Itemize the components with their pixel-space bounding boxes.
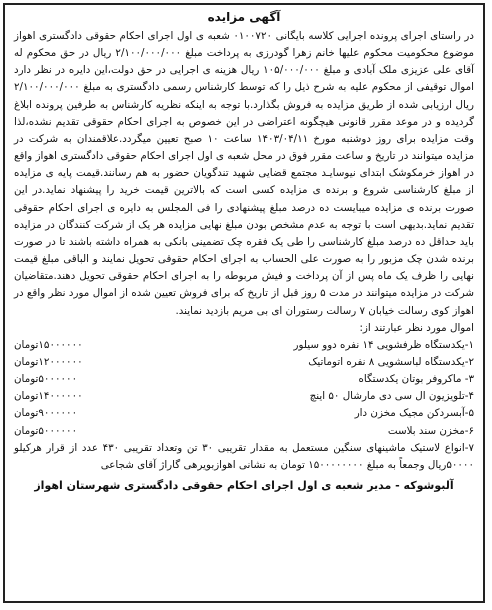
list-item [14,423,474,440]
item-name: ۲-یکدستگاه لباسشویی ۸ نفره اتوماتیک [308,355,474,368]
item-name: ۵-آبسردکن مجیک مخزن دار [354,407,474,420]
last-item: ۷-انواع لاستیک ماشینهای سنگین مستعمل به مقدار تقریبی ۳۰ تن وتعداد تقریبی ۴۳۰ عدد از قرار هرکیلو ۵۰۰۰۰ریال وجمعاً به مبلغ ۱۵۰۰۰۰۰۰۰۰ تومان به نشانی اهوازبویرهی گاراژ آقای شجاعی [14,441,474,471]
item-name: ۴-تلویزیون ال سی دی مارشال ۵۰ اینچ [309,390,474,403]
items-heading: اموال مورد نظر عبارتند از: [359,321,474,334]
list-item [14,337,474,354]
item-name: ۳- ماکروفر بوتان یکدستگاه [358,373,474,386]
item-price: ۵۰۰۰۰۰۰تومان [14,424,78,437]
item-name: ۱-یکدستگاه ظرفشویی ۱۴ نفره دوو سیلور [293,338,474,351]
item-price: ۱۲۰۰۰۰۰۰تومان [14,355,83,368]
notice-body: در راستای اجرای پرونده اجرایی کلاسه بایگانی ۰۱۰۰۷۲۰ شعبه ی اول اجرای احکام حقوقی دادگستری اهواز موضوع محکومیت محکوم‌ علیها خانم زهرا گودرزی به پرداخت مبلغ ۲/۱۰۰/۰۰۰/۰۰۰ ریال در حق محکوم‌ له آقای علی عزیزی ملک آبادی و مبلغ ۱۰۵/۰۰۰/۰۰۰ ریال هزینه ی اجرایی در حق دولت،این دایره در نظر دارد اموال توقیفی از محکوم‌ علیه به شرح ذیل را که توسط کارشناس رسمی دادگستری به مبلغ ۲/۱۰۰/۰۰۰/۰۰۰ ریال ارزیابی شده از طریق مزایده به فروش بگذارد.با توجه به اینکه نظریه کارشناس به طرفین پرونده ابلاغ گردیده و در موعد مقرر قانونی هیچگونه اعتراضی در این خصوص به اجرای احکام حقوقی تقدیم نشده،لذا وقت مزایده برای روز دوشنبه مورخ ۱۴۰۳/۰۴/۱۱ ساعت ۱۰ صبح تعیین میگردد.علاقمندان به شرکت در مزایده میتوانند در تاریخ و ساعت مقرر فوق در محل شعبه ی اول اجرای احکام حقوقی دادگستری اهواز واقع در اهواز خرمکوشک ابتدای نیوسایـد مجتمع قضایی شهید تندگویان حضور به هم رسانند.قیمت پایه ی مزایده از مبلغ کارشناسی شروع و برنده ی مزایده کسی است که بالاترین قیمت خرید را پیشنهاد نماید.در این صورت برنده ی مزایده میبایست ده درصد مبلغ پیشنهادی را فی المجلس به دایره ی اجرای احکام حقوقی تقدیم نماید.بدیهی است با توجه به عدم مشخص بودن مبلغ نهایی مزایده هر یک از شرکت کنندگان در مزایده باید حداقل ده درصد مبلغ کارشناسی را طی یک فقره چک تضمینی بانکی به همراه داشته باشند تا در صورت برنده شدن چک مزبور را به صورت علی الحساب به اجرای احکام حقوقی تحویل نمایند و الباقی مبلغ قیمت نهایی را ظرف یک ماه پس از آن پرداخت و فیش مربوطه را به اجرای احکام حقوقی تحویل دهند.متقاضیان شرکت در مزایده میتوانند در مدت ۵ روز قبل از تاریخ که برای فروش تعیین شده از اموال مورد نظر واقع در اهواز کوی رسالت خیابان ۷ رسالت رستوران ای بی مریم بازدید نمایند. [14,30,474,317]
items-list [14,337,474,440]
item-price: ۹۰۰۰۰۰۰تومان [14,407,78,420]
item-price: ۱۵۰۰۰۰۰۰تومان [14,338,83,351]
list-item [14,388,474,405]
item-name: ۶-مخزن سند بلاست [387,424,474,437]
list-item [14,371,474,388]
notice-signature: آلبوشوکه - مدیر شعبه ی اول اجرای احکام حقوقی دادگستری شهرستان اهواز [34,479,454,493]
item-price: ۵۰۰۰۰۰۰تومان [14,373,78,386]
auction-notice [3,3,485,603]
list-item [14,405,474,422]
item-price: ۱۴۰۰۰۰۰۰تومان [14,390,83,403]
notice-title: آگهی مزایده [207,10,281,24]
list-item [14,354,474,371]
